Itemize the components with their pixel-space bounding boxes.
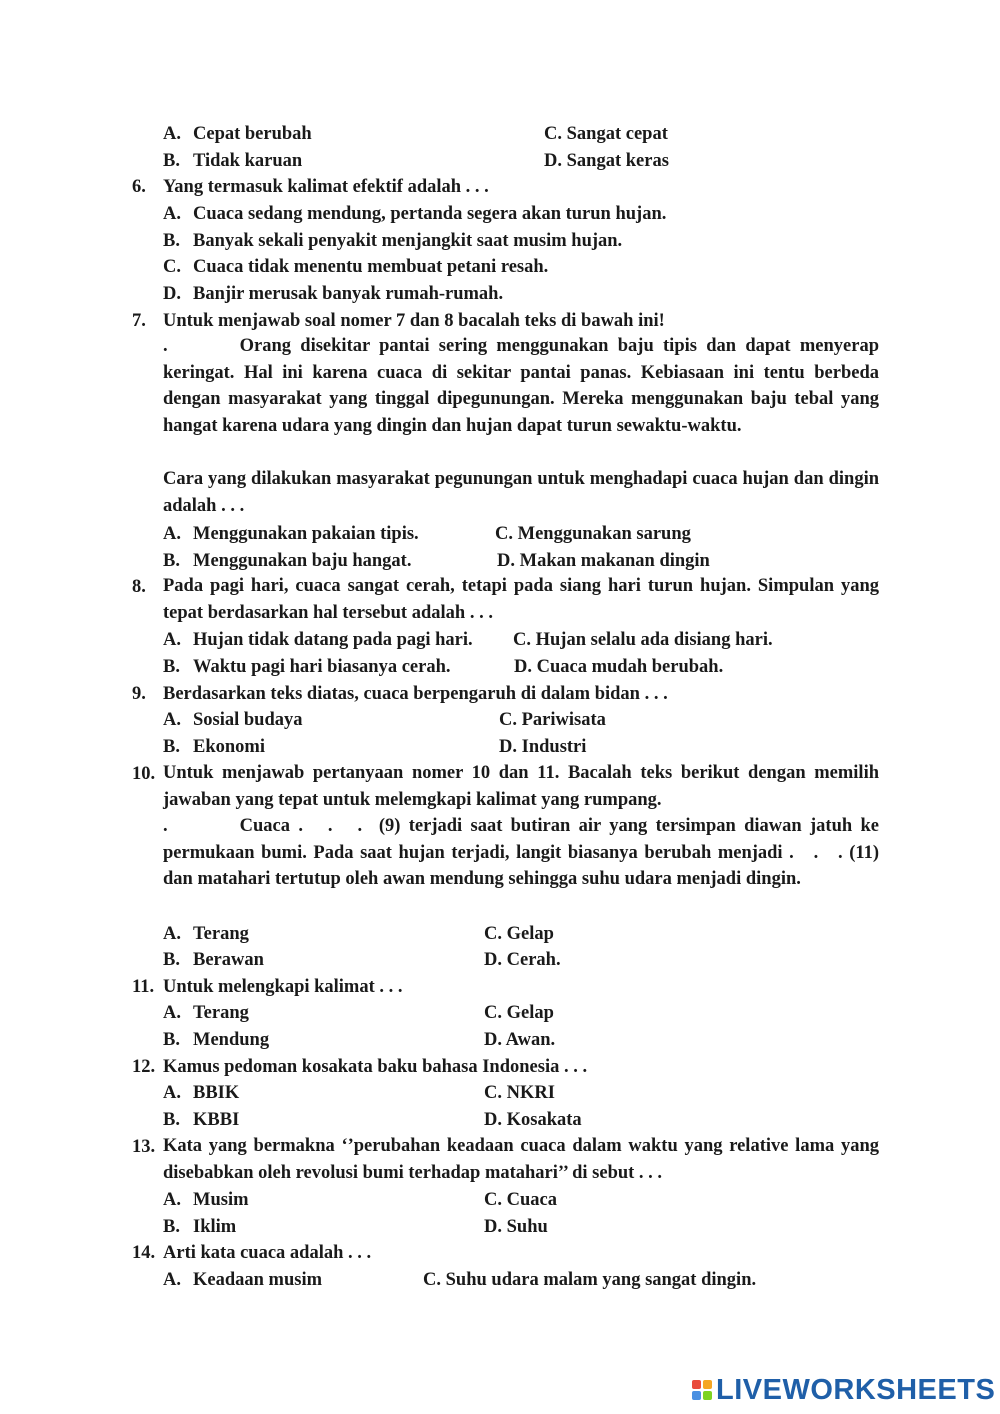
q11-option-c: C. Gelap bbox=[484, 1003, 554, 1023]
q12-option-c: C. NKRI bbox=[484, 1083, 555, 1103]
q10-number: 10. bbox=[132, 764, 156, 784]
liveworksheets-logo-icon bbox=[692, 1380, 712, 1400]
q14-option-a: A. Keadaan musim bbox=[163, 1270, 323, 1290]
q6-option-c: C. Cuaca tidak menentu membuat petani resah. bbox=[163, 257, 549, 277]
q7-question: 7. Untuk menjawab soal nomer 7 dan 8 bacalah teks di bawah ini! bbox=[132, 311, 665, 331]
q5-option-d: D. Sangat keras bbox=[544, 151, 669, 171]
q13-option-d: D. Suhu bbox=[484, 1217, 548, 1237]
q10-option-d: D. Cerah. bbox=[484, 950, 561, 970]
q7-option-d: D. Makan makanan dingin bbox=[497, 551, 710, 571]
q11-question: 11. Untuk melengkapi kalimat . . . bbox=[132, 977, 403, 997]
q7-option-a: A. Menggunakan pakaian tipis. bbox=[163, 524, 419, 544]
q9-option-a: A. Sosial budaya bbox=[163, 710, 303, 730]
logo-text: LIVEWORKSHEETS bbox=[716, 1373, 996, 1406]
q7-prompt: Cara yang dilakukan masyarakat pegunungan untuk menghadapi cuaca hujan dan dingin adalah . . . bbox=[163, 469, 879, 516]
q9-option-b: B. Ekonomi bbox=[163, 737, 265, 757]
q8-option-d: D. Cuaca mudah berubah. bbox=[514, 657, 724, 677]
q12-option-a: A. BBIK bbox=[163, 1083, 240, 1103]
q13-number: 13. bbox=[132, 1137, 156, 1157]
q5-option-a: A. Cepat berubah bbox=[163, 124, 312, 144]
q11-option-d: D. Awan. bbox=[484, 1030, 556, 1050]
q13-option-c: C. Cuaca bbox=[484, 1190, 557, 1210]
q13-option-a: A. Musim bbox=[163, 1190, 249, 1210]
q9-question: 9. Berdasarkan teks diatas, cuaca berpengaruh di dalam bidan . . . bbox=[132, 684, 668, 704]
q7-passage: . Orang disekitar pantai sering menggunakan baju tipis dan dapat menyerap keringat. Hal ini karena cuaca di sekitar pantai panas. Kebiasaan ini tentu berbeda dengan masyarakat yang tinggal dipegunungan. Mereka menggunakan baju tebal yang hangat karena udara yang dingin dan hujan dapat turun sewaktu-waktu. bbox=[163, 336, 879, 436]
q10-option-c: C. Gelap bbox=[484, 924, 554, 944]
q12-option-d: D. Kosakata bbox=[484, 1110, 582, 1130]
q10-passage: . Cuaca . . . (9) terjadi saat butiran air yang tersimpan diawan jatuh ke permukaan bumi. Pada saat hujan terjadi, langit biasanya berubah menjadi . . . (11) dan matahari tertutup oleh awan mendung sehingga suhu udara menjadi dingin. bbox=[163, 816, 884, 889]
q14-option-c: C. Suhu udara malam yang sangat dingin. bbox=[423, 1270, 757, 1290]
q10-option-a: A. Terang bbox=[163, 924, 249, 944]
q9-option-c: C. Pariwisata bbox=[499, 710, 606, 730]
q8-option-c: C. Hujan selalu ada disiang hari. bbox=[513, 630, 773, 650]
q6-option-b: B. Banyak sekali penyakit menjangkit saat musim hujan. bbox=[163, 231, 623, 251]
q12-option-b: B. KBBI bbox=[163, 1110, 240, 1130]
q8-option-b: B. Waktu pagi hari biasanya cerah. bbox=[163, 657, 451, 677]
q13-question: Kata yang bermakna ‘’perubahan keadaan cuaca dalam waktu yang relative lama yang disebabkan oleh revolusi bumi terhadap matahari’’ di sebut . . . bbox=[163, 1136, 879, 1183]
q10-question: Untuk menjawab pertanyaan nomer 10 dan 11. Bacalah teks berikut dengan memilih jawaban yang tepat untuk melemgkapi kalimat yang rumpang. bbox=[163, 763, 879, 810]
q8-option-a: A. Hujan tidak datang pada pagi hari. bbox=[163, 630, 473, 650]
q12-question: 12. Kamus pedoman kosakata baku bahasa Indonesia . . . bbox=[132, 1057, 588, 1077]
q13-option-b: B. Iklim bbox=[163, 1217, 237, 1237]
q6-question: 6. Yang termasuk kalimat efektif adalah . . . bbox=[132, 177, 489, 197]
q10-option-b: B. Berawan bbox=[163, 950, 264, 970]
q7-option-c: C. Menggunakan sarung bbox=[495, 524, 691, 544]
q7-option-b: B. Menggunakan baju hangat. bbox=[163, 551, 412, 571]
q8-question: Pada pagi hari, cuaca sangat cerah, tetapi pada siang hari turun hujan. Simpulan yang tepat berdasarkan hal tersebut adalah . . . bbox=[163, 576, 879, 623]
q6-option-a: A. Cuaca sedang mendung, pertanda segera akan turun hujan. bbox=[163, 204, 667, 224]
q11-option-b: B. Mendung bbox=[163, 1030, 270, 1050]
q6-option-d: D. Banjir merusak banyak rumah-rumah. bbox=[163, 284, 504, 304]
q11-option-a: A. Terang bbox=[163, 1003, 249, 1023]
liveworksheets-logo bbox=[692, 1373, 996, 1406]
q14-question: 14. Arti kata cuaca adalah . . . bbox=[132, 1243, 372, 1263]
q9-option-d: D. Industri bbox=[499, 737, 587, 757]
q5-option-c: C. Sangat cepat bbox=[544, 124, 668, 144]
q8-number: 8. bbox=[132, 577, 146, 597]
q5-option-b: B. Tidak karuan bbox=[163, 151, 303, 171]
